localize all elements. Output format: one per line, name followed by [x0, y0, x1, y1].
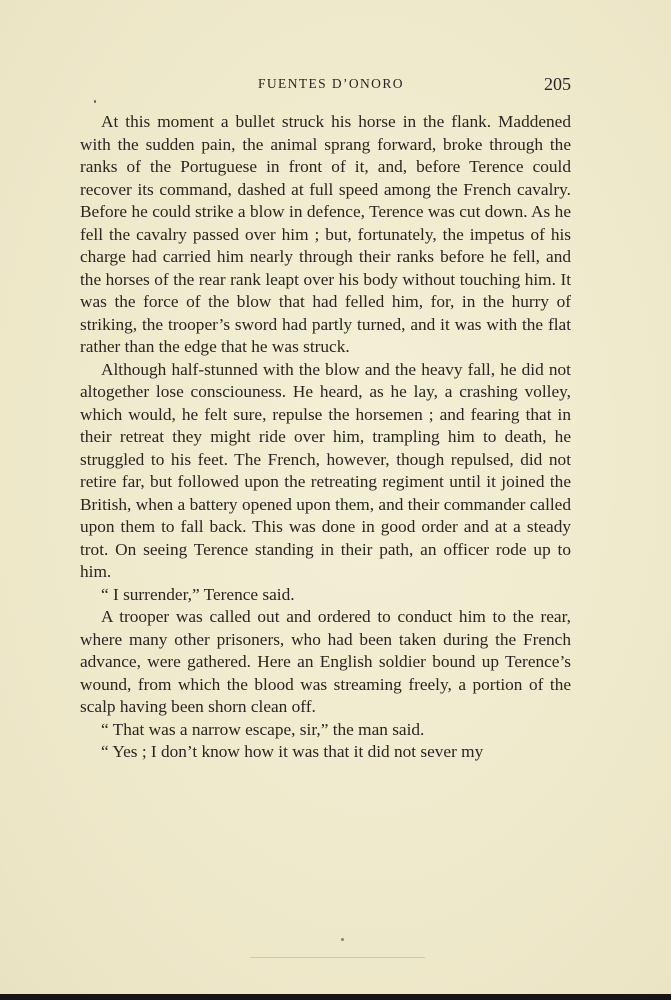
page-number: 205 [544, 74, 571, 94]
paragraph-2: Although half-stunned with the blow and the heavy fall, he did not altogether lose consciouness. He heard, as he lay, a crashing volley, which would, he felt sure, repulse the horsemen ; and fearing that in their retreat they might ride over him, trampling him to death, he struggled to his feet. The French, however, though repulsed, did not retire far, but followed upon the retreating regiment until it joined the British, when a battery opened upon them, and their commander called upon them to fall back. This was done in good order and at a steady trot. On seeing Terence standing in their path, an officer rode up to him. [80, 359, 571, 581]
running-head: FUENTES D’ONORO [258, 76, 404, 91]
paragraph-5: “ That was a narrow escape, sir,” the man said. [101, 719, 425, 739]
scan-bottom-edge [0, 994, 671, 1000]
ink-speck [94, 100, 96, 103]
paragraph-1: At this moment a bullet struck his horse in the flank. Maddened with the sudden pain, the animal sprang forward, broke through the ranks of the Portuguese in front of it, and, before Terence could recover its command, dashed at full speed among the French cavalry. Before he could strike a blow in defence, Terence was cut down. As he fell the cavalry passed over him ; but, fortunately, the impetus of his charge had carried him nearly through their ranks before he fell, and the horses of the rear rank leapt over his body without touching him. It was the force of the blow that had felled him, for, in the hurry of striking, the trooper’s sword had partly turned, and it was with the flat rather than the edge that he was struck. [80, 112, 571, 356]
paragraph-3: “ I surrender,” Terence said. [101, 584, 295, 604]
body-text [80, 111, 571, 764]
paragraph-6: “ Yes ; I don’t know how it was that it did not sever my [101, 742, 484, 761]
page-crease [250, 957, 425, 958]
paragraph-4: A trooper was called out and ordered to conduct him to the rear, where many other prisoners, who had been taken during the French advance, were gathered. Here an English soldier bound up Terence’s wound, from which the blood was streaming freely, a portion of the scalp having been shorn clean off. [80, 607, 571, 716]
page-speck [341, 938, 344, 941]
